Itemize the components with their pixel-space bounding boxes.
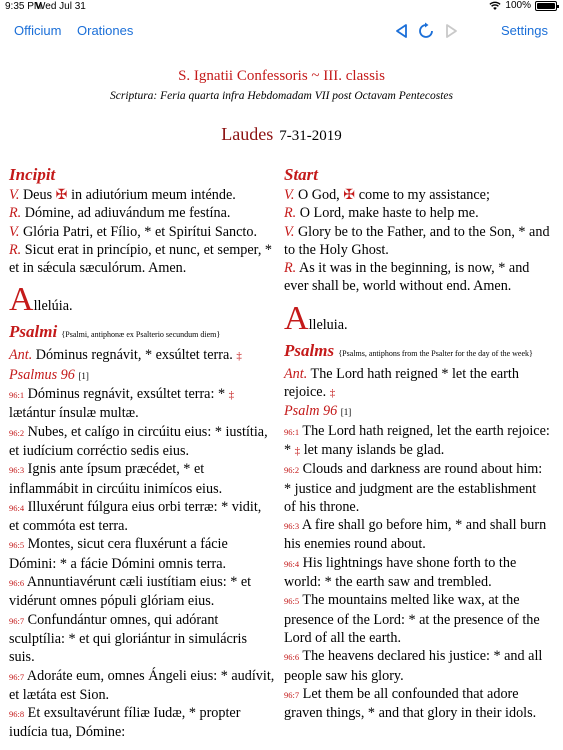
wifi-icon <box>489 1 501 11</box>
latin-verse <box>9 423 275 461</box>
scripture-subtitle: Scriptura: Feria quarta infra Hebdomadam VII post Octavam Pentecostes <box>109 90 454 102</box>
verse-text: The mountains melted like wax, at the presence of the Lord: * at the presence of the Lord of all the earth. <box>284 592 540 646</box>
office-content[interactable] <box>0 48 563 750</box>
start-heading: Start <box>284 165 319 184</box>
english-verse <box>284 516 550 554</box>
english-antiphon: Ant. The Lord hath reigned * let the earth rejoice. ‡ <box>284 365 519 401</box>
english-versicle-1: V. O God, ✠ come to my assistance; <box>284 187 490 203</box>
status-bar <box>0 0 563 14</box>
english-psalm-title: Psalm 96 [1] <box>284 403 352 420</box>
verse-number: 96:6 <box>9 578 25 589</box>
english-verse <box>284 554 550 592</box>
verse-number: 96:2 <box>9 427 25 438</box>
latin-response-2: R. Sicut erat in princípio, et nunc, et semper, * et in sǽcula sæculórum. Amen. <box>9 241 273 277</box>
verse-number: 96:5 <box>9 540 25 551</box>
feast-title: S. Ignatii Confessoris ~ III. classis <box>178 68 385 84</box>
settings-button[interactable]: Settings <box>501 23 548 38</box>
verse-number: 96:2 <box>284 465 300 476</box>
verse-text: The Lord hath reigned, let the earth rejoice: * ‡ let many islands be glad. <box>284 422 550 458</box>
verse-text: Illuxérunt fúlgura eius orbi terræ: * vidit, et commóta est terra. <box>9 498 262 535</box>
verse-text: Nubes, et calígo in circúitu eius: * iustítia, et iudícium corréctio sedis eius. <box>9 423 268 459</box>
latin-verse <box>9 611 275 667</box>
psalmi-heading: Psalmi {Psalmi, antiphonæ ex Psalterio secundum diem} <box>9 322 221 342</box>
verse-text: Adoráte eum, omnes Ángeli eius: * audívit, et lætáta est Sion. <box>9 667 275 703</box>
verse-number: 96:4 <box>9 502 25 513</box>
verse-number: 96:5 <box>284 596 300 607</box>
latin-versicle-2: V. Glória Patri, et Fílio, * et Spirítui Sancto. <box>9 223 258 240</box>
verse-number: 96:1 <box>9 390 25 401</box>
latin-verse <box>9 385 275 423</box>
verse-text: Dóminus regnávit, exsúltet terra: * ‡ lætántur ínsulæ multæ. <box>9 386 235 422</box>
verse-number: 96:7 <box>9 615 25 626</box>
english-versicle-2: V. Glory be to the Father, and to the Son, * and to the Holy Ghost. <box>284 223 550 258</box>
latin-alleluia: Allelúia. <box>9 281 73 319</box>
incipit-heading: Incipit <box>9 165 56 184</box>
hour-date: 7-31-2019 <box>279 128 342 144</box>
english-alleluia: Alleluia. <box>284 299 348 337</box>
latin-verse <box>9 667 275 705</box>
hour-heading <box>0 124 563 145</box>
back-triangle-icon[interactable] <box>393 22 411 40</box>
verse-text: Let them be all confounded that adore graven things, * and that glory in their idols. <box>284 685 537 722</box>
english-response-2: R. As it was in the beginning, is now, * and ever shall be, world without end. Amen. <box>284 260 530 295</box>
english-verse <box>284 460 550 516</box>
latin-verse <box>9 535 275 573</box>
status-date: Wed Jul 31 <box>36 1 86 12</box>
english-column <box>284 162 550 722</box>
verse-number: 96:6 <box>284 652 300 663</box>
latin-verse <box>9 460 275 498</box>
english-verses <box>284 422 550 723</box>
latin-verses <box>9 385 275 742</box>
verse-number: 96:8 <box>9 709 25 720</box>
verse-text: Annuntiavérunt cæli iustítiam eius: * et vidérunt omnes pópuli glóriam eius. <box>9 574 252 610</box>
verse-number: 96:3 <box>284 521 300 532</box>
forward-triangle-icon[interactable] <box>442 22 460 40</box>
verse-number: 96:4 <box>284 558 300 569</box>
refresh-icon[interactable] <box>417 22 435 40</box>
psalms-heading: Psalms {Psalms, antiphons from the Psalter for the day of the week} <box>284 340 533 360</box>
latin-antiphon: Ant. Dóminus regnávit, * exsúltet terra. ‡ <box>9 347 242 364</box>
verse-text: Montes, sicut cera fluxérunt a fácie Dómini: * a fácie Dómini omnis terra. <box>9 536 228 572</box>
latin-verse <box>9 704 275 742</box>
english-verse <box>284 685 550 723</box>
verse-number: 96:7 <box>284 689 300 700</box>
officium-button[interactable]: Officium <box>14 23 62 38</box>
verse-number: 96:3 <box>9 465 25 476</box>
orationes-button[interactable]: Orationes <box>77 23 134 38</box>
english-verse <box>284 422 550 461</box>
latin-versicle-1: V. Deus ✠ in adiutórium meum inténde. <box>9 187 236 203</box>
battery-icon <box>535 1 557 11</box>
status-time: 9:35 PM <box>5 1 43 12</box>
latin-verse <box>9 498 275 536</box>
english-verse <box>284 647 550 685</box>
verse-text: Ignis ante ípsum præcédet, * et inflammábit in circúitu inimícos eius. <box>9 461 223 497</box>
latin-column <box>9 162 275 742</box>
status-right <box>489 0 557 11</box>
latin-psalm-title: Psalmus 96 [1] <box>9 366 89 383</box>
verse-text: Clouds and darkness are round about him: * justice and judgment are the establishment of his throne. <box>284 461 543 515</box>
battery-percent: 100% <box>505 0 531 11</box>
hour-name: Laudes <box>221 124 274 144</box>
verse-text: A fire shall go before him, * and shall burn his enemies round about. <box>284 517 547 553</box>
verse-text: Confundántur omnes, qui adórant sculptília: * et qui gloriántur in simulácris suis. <box>9 611 247 666</box>
verse-text: Et exsultavérunt fíliæ Iudæ, * propter iudícia tua, Dómine: <box>9 705 241 741</box>
verse-text: His lightnings have shone forth to the world: * the earth saw and trembled. <box>284 554 517 591</box>
english-verse <box>284 591 550 647</box>
latin-verse <box>9 573 275 611</box>
latin-response-1: R. Dómine, ad adiuvándum me festína. <box>9 205 231 222</box>
english-response-1: R. O Lord, make haste to help me. <box>284 205 479 222</box>
verse-text: The heavens declared his justice: * and all people saw his glory. <box>284 648 543 684</box>
verse-number: 96:7 <box>9 671 25 682</box>
verse-number: 96:1 <box>284 426 300 437</box>
nav-bar <box>0 14 563 48</box>
